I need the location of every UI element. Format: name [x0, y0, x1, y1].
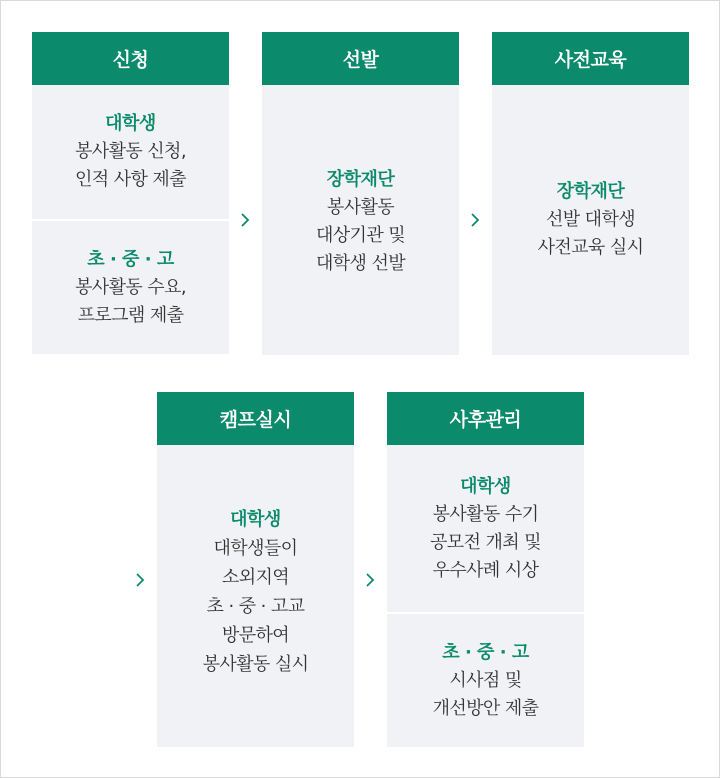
actor-label: 대학생 [105, 113, 156, 134]
panel-university-students [32, 85, 229, 219]
step-text: 소외지역 [221, 566, 290, 588]
panel-foundation [262, 85, 459, 355]
step-text: 봉사활동 신청, [75, 141, 186, 162]
step-text: 방문하여 [221, 624, 290, 646]
step-text: 대학생들이 [213, 537, 298, 559]
chevron-right-icon [236, 211, 254, 229]
step-follow-up [387, 392, 584, 747]
step-text: 개선방안 제출 [432, 697, 539, 719]
step-text: 대학생 선발 [315, 253, 406, 274]
actor-label: 장학재단 [556, 181, 625, 202]
step-body [262, 85, 459, 355]
step-text: 초 · 중 · 고교 [206, 595, 305, 617]
panel-foundation [492, 85, 689, 355]
step-text: 시사점 및 [449, 669, 522, 691]
step-text: 봉사활동 [326, 197, 395, 218]
actor-label: 대학생 [230, 508, 281, 530]
step-text: 대상기관 및 [315, 225, 406, 246]
step-text: 우수사례 시상 [432, 559, 539, 581]
chevron-right-icon [361, 571, 379, 589]
step-camp [157, 392, 354, 747]
step-text: 선발 대학생 [545, 209, 636, 230]
step-body [32, 85, 229, 354]
actor-label: 초 · 중 · 고 [87, 248, 174, 270]
panel-university-students [157, 445, 354, 747]
actor-label: 장학재단 [326, 169, 395, 190]
actor-label: 초 · 중 · 고 [442, 641, 529, 663]
step-text: 사전교육 실시 [537, 237, 644, 258]
actor-label: 대학생 [460, 475, 511, 497]
step-body [387, 445, 584, 747]
step-apply [32, 32, 229, 354]
step-text: 봉사활동 수기 [432, 503, 539, 525]
panel-university-students [387, 445, 584, 612]
step-selection [262, 32, 459, 355]
step-body [157, 445, 354, 747]
step-text: 봉사활동 수요, [75, 276, 186, 298]
step-title: 사전교육 [492, 32, 689, 85]
step-text: 봉사활동 실시 [202, 653, 309, 675]
step-title: 선발 [262, 32, 459, 85]
step-title: 신청 [32, 32, 229, 85]
step-text: 프로그램 제출 [77, 304, 184, 326]
chevron-right-icon [131, 571, 149, 589]
chevron-right-icon [466, 211, 484, 229]
step-text: 공모전 개최 및 [430, 531, 541, 553]
panel-schools [32, 219, 229, 354]
panel-schools [387, 612, 584, 747]
step-pre-training [492, 32, 689, 355]
step-text: 인적 사항 제출 [75, 169, 186, 190]
step-title: 캠프실시 [157, 392, 354, 445]
step-body [492, 85, 689, 355]
step-title: 사후관리 [387, 392, 584, 445]
